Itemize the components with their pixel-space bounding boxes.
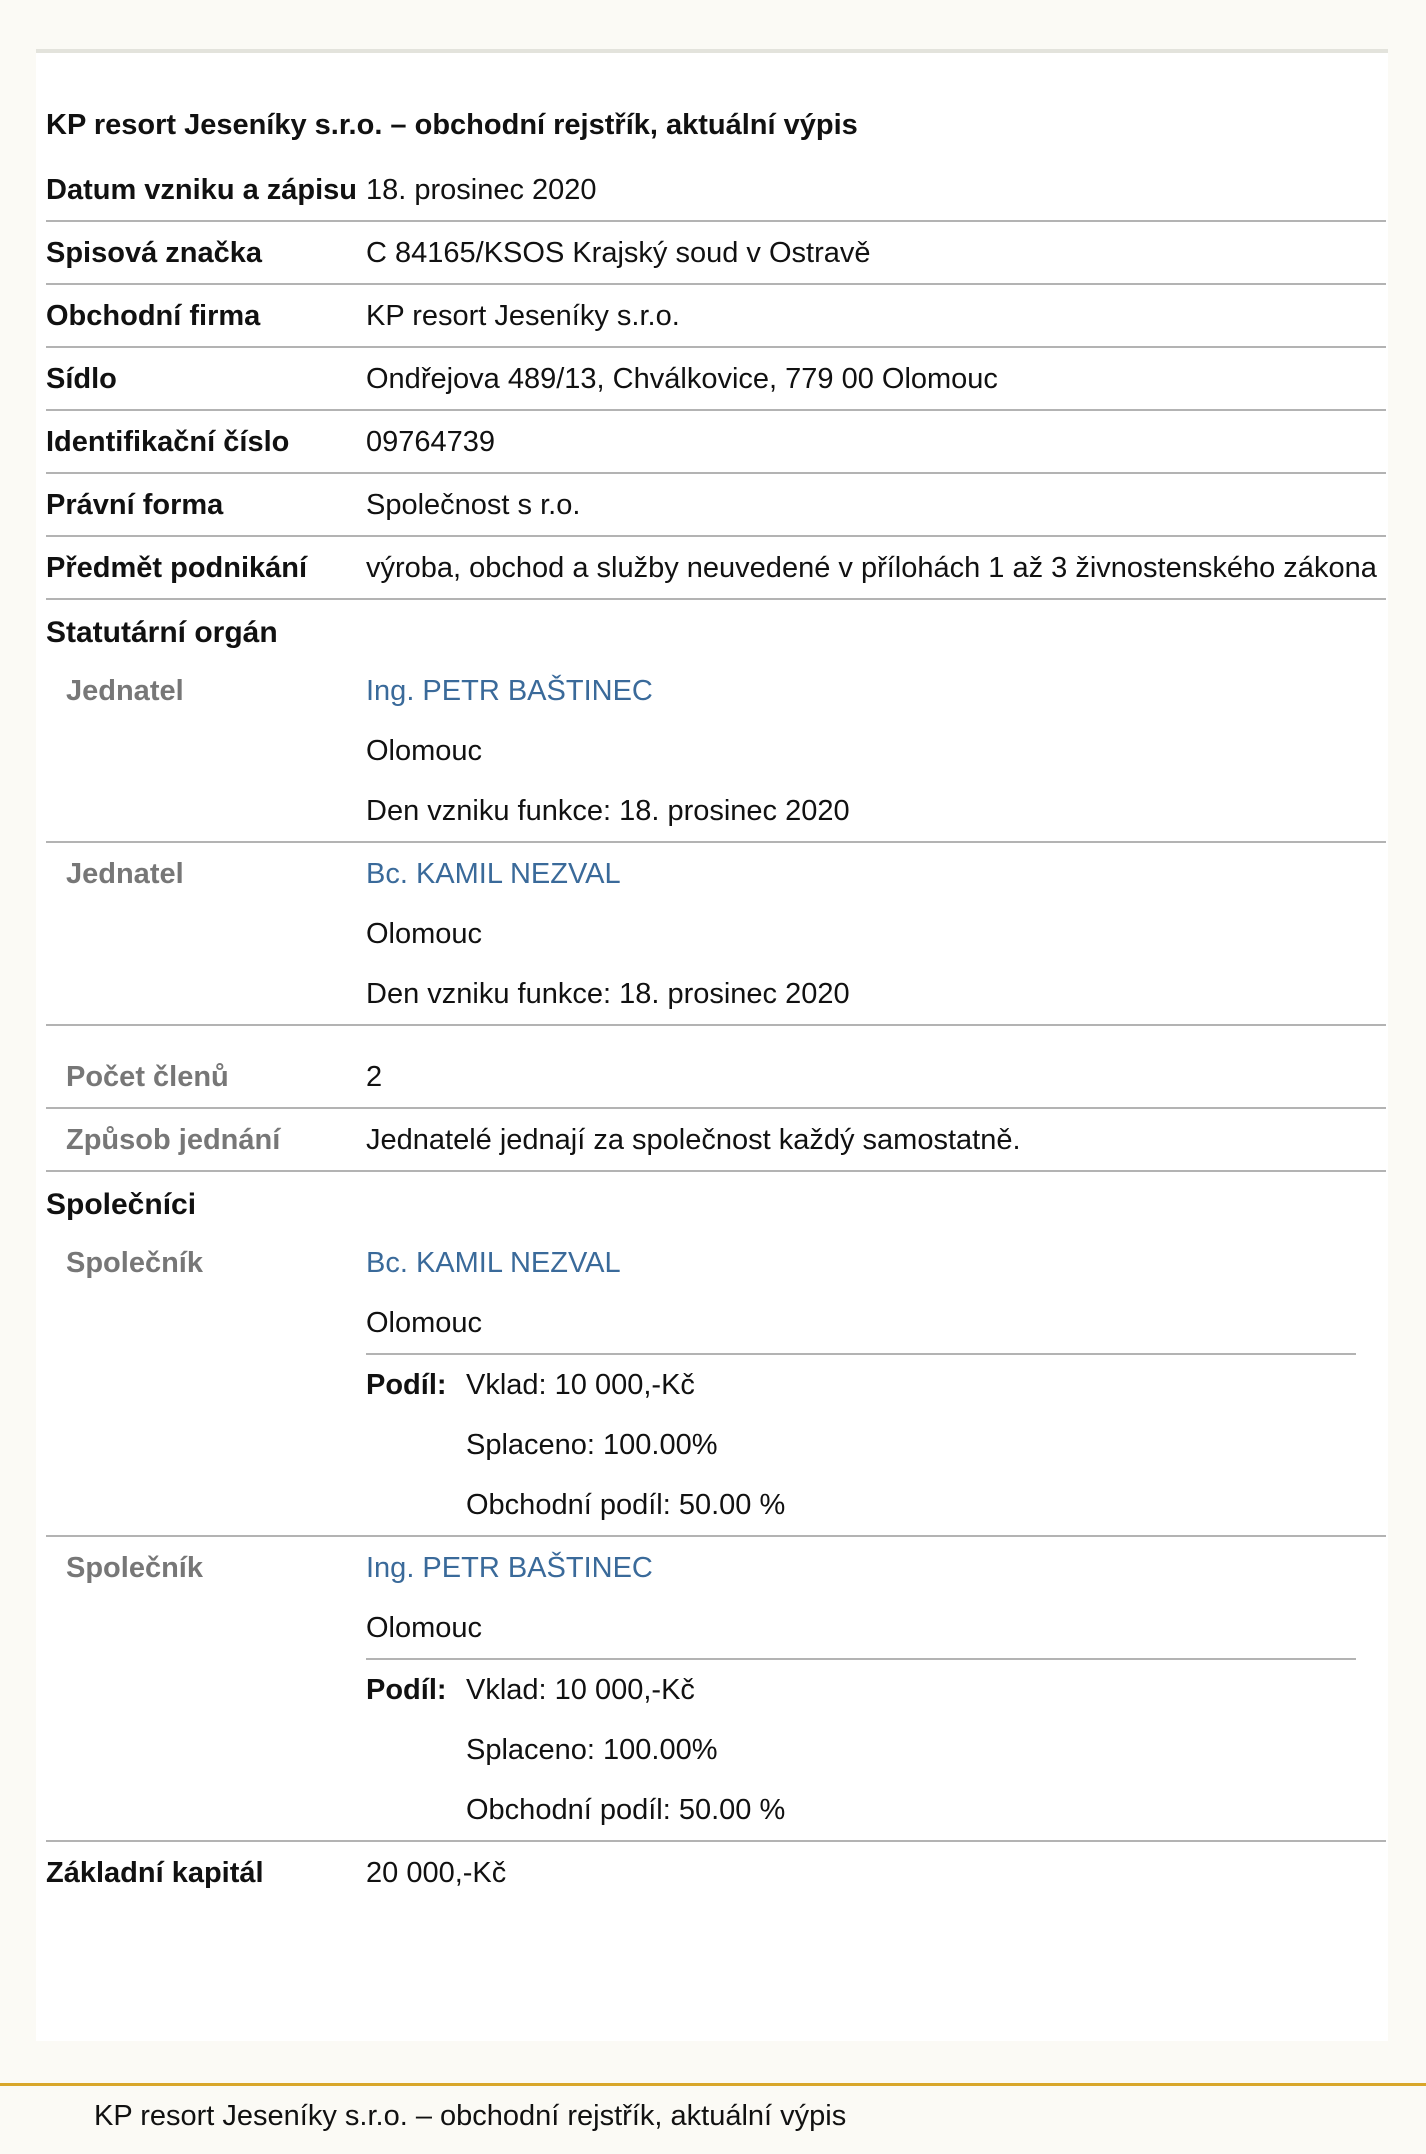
spolecnik-details [366,1232,1386,1535]
share-block [366,1353,1356,1535]
page-title: KP resort Jeseníky s.r.o. – obchodní rejstřík, aktuální výpis [46,109,858,141]
section-spolecnici: Společníci [46,1188,197,1221]
person-link[interactable]: Ing. PETR BAŠTINEC [366,1552,653,1584]
row-sidlo [46,348,1386,411]
row-value: výroba, obchod a služby neuvedené v přílohách 1 až 3 živnostenského zákona [366,552,1377,584]
share-values [466,1660,785,1840]
row-value: 20 000,-Kč [366,1857,507,1889]
row-forma [46,474,1386,537]
row-value: Společnost s r.o. [366,489,581,521]
row-kapital [46,1842,1386,1903]
row-label: Identifikační číslo [46,426,290,458]
jednatel-label: Jednatel [66,858,184,890]
spolecnik-label: Společník [66,1247,203,1279]
function-since: Den vzniku funkce: 18. prosinec 2020 [366,978,850,1010]
section-statutar: Statutární orgán [46,616,278,649]
row-label: Obchodní firma [46,300,261,332]
person-link[interactable]: Ing. PETR BAŠTINEC [366,675,653,707]
row-value: 18. prosinec 2020 [366,174,597,206]
footer-text: KP resort Jeseníky s.r.o. – obchodní rejstřík, aktuální výpis [94,2100,847,2132]
row-datum [46,159,1386,222]
row-value: 2 [366,1061,383,1093]
row-label: Počet členů [66,1061,229,1093]
jednatel-entry [46,660,1386,843]
person-city: Olomouc [366,735,483,767]
row-value: C 84165/KSOS Krajský soud v Ostravě [366,237,871,269]
function-since: Den vzniku funkce: 18. prosinec 2020 [366,795,850,827]
row-zpusob-jednani [46,1109,1386,1172]
row-predmet [46,537,1386,600]
share-podil: Obchodní podíl: 50.00 % [466,1489,786,1521]
footer-divider [0,2083,1426,2086]
share-label: Podíl: [366,1369,447,1401]
share-label: Podíl: [366,1674,447,1706]
person-city: Olomouc [366,1612,483,1644]
person-link[interactable]: Bc. KAMIL NEZVAL [366,858,621,890]
register-content [46,97,1386,1903]
row-label: Způsob jednání [66,1124,281,1156]
row-label: Datum vzniku a zápisu [46,174,358,206]
share-values [466,1355,785,1535]
jednatel-details [366,843,1386,1024]
spacer [46,1026,1386,1046]
spolecnik-label: Společník [66,1552,203,1584]
row-value: 09764739 [366,426,496,458]
row-value: KP resort Jeseníky s.r.o. [366,300,680,332]
person-city: Olomouc [366,918,483,950]
row-label: Právní forma [46,489,224,521]
person-link[interactable]: Bc. KAMIL NEZVAL [366,1247,621,1279]
share-vklad: Vklad: 10 000,-Kč [466,1369,695,1401]
person-city: Olomouc [366,1307,483,1339]
jednatel-details [366,660,1386,841]
share-block [366,1658,1356,1840]
share-podil: Obchodní podíl: 50.00 % [466,1794,786,1826]
row-pocet-clenu [46,1046,1386,1109]
row-value: Jednatelé jednají za společnost každý samostatně. [366,1124,1021,1156]
spolecnik-details [366,1537,1386,1840]
share-vklad: Vklad: 10 000,-Kč [466,1674,695,1706]
row-value: Ondřejova 489/13, Chválkovice, 779 00 Olomouc [366,363,998,395]
row-spis [46,222,1386,285]
share-splaceno: Splaceno: 100.00% [466,1734,718,1766]
jednatel-label: Jednatel [66,675,184,707]
row-label: Sídlo [46,363,117,395]
row-label: Předmět podnikání [46,552,308,584]
row-label: Základní kapitál [46,1857,264,1889]
jednatel-entry [46,843,1386,1026]
spolecnik-entry [46,1232,1386,1537]
share-splaceno: Splaceno: 100.00% [466,1429,718,1461]
row-label: Spisová značka [46,237,262,269]
row-ico [46,411,1386,474]
spolecnik-entry [46,1537,1386,1842]
register-card [36,49,1388,2041]
row-firma [46,285,1386,348]
